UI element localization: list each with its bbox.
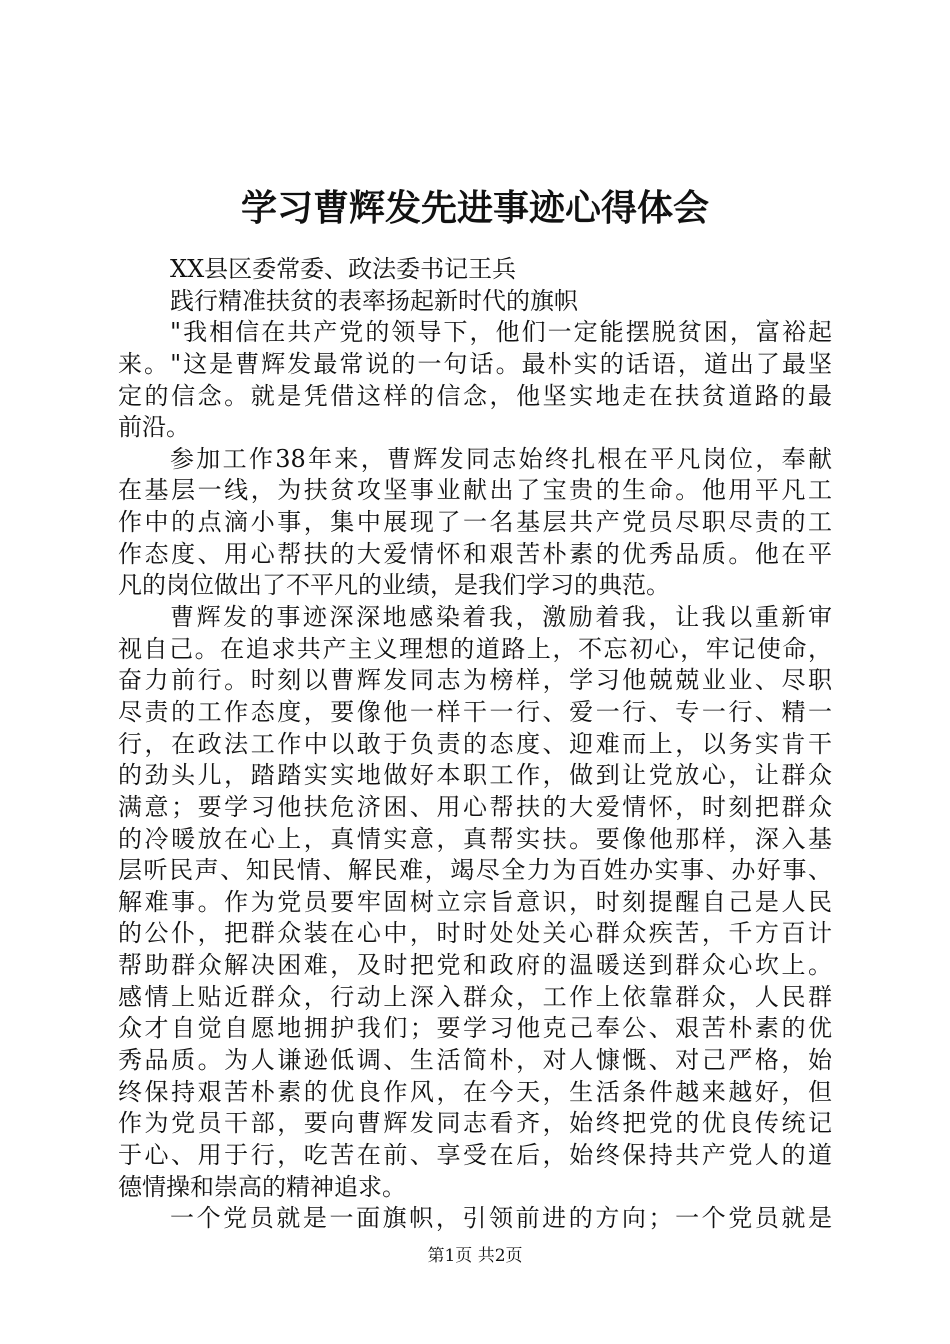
body-line: 终保持艰苦朴素的优良作风，在今天，生活条件越来越好，但	[118, 1077, 832, 1106]
body-line: 的公仆，把群众装在心中，时时处处关心群众疾苦，千方百计	[118, 919, 832, 948]
body-line: 一个党员就是一面旗帜，引领前进的方向；一个党员就是	[170, 1204, 832, 1233]
body-line: 德情操和崇高的精神追求。	[118, 1172, 406, 1201]
body-line: 帮助群众解决困难，及时把党和政府的温暖送到群众心坎上。	[118, 951, 832, 980]
body-line: 奋力前行。时刻以曹辉发同志为榜样，学习他兢兢业业、尽职	[118, 666, 832, 695]
body-line: 尽责的工作态度，要像他一样干一行、爱一行、专一行、精一	[118, 697, 832, 726]
body-line: "我相信在共产党的领导下，他们一定能摆脱贫困，富裕起	[170, 318, 832, 347]
body-line: 定的信念。就是凭借这样的信念，他坚实地走在扶贫道路的最	[118, 381, 832, 410]
body-line: 满意；要学习他扶危济困、用心帮扶的大爱情怀，时刻把群众	[118, 792, 832, 821]
body-line: 在基层一线，为扶贫攻坚事业献出了宝贵的生命。他用平凡工	[118, 476, 832, 505]
body-line: 作态度、用心帮扶的大爱情怀和艰苦朴素的优秀品质。他在平	[118, 539, 832, 568]
body-line: 感情上贴近群众，行动上深入群众，工作上依靠群众，人民群	[118, 982, 832, 1011]
body-line: 践行精准扶贫的表率扬起新时代的旗帜	[170, 286, 578, 315]
body-line: 凡的岗位做出了不平凡的业绩，是我们学习的典范。	[118, 571, 670, 600]
body-line: 的劲头儿，踏踏实实地做好本职工作，做到让党放心，让群众	[118, 761, 832, 790]
body-line: 众才自觉自愿地拥护我们；要学习他克己奉公、艰苦朴素的优	[118, 1014, 832, 1043]
body-line: 作为党员干部，要向曹辉发同志看齐，始终把党的优良传统记	[118, 1109, 832, 1138]
body-line: 层听民声、知民情、解民难，竭尽全力为百姓办实事、办好事、	[118, 856, 832, 885]
body-line: 作中的点滴小事，集中展现了一名基层共产党员尽职尽责的工	[118, 508, 832, 537]
body-line: 于心、用于行，吃苦在前、享受在后，始终保持共产党人的道	[118, 1140, 832, 1169]
page-indicator: 第1页 共2页	[427, 1246, 523, 1266]
body-line: 解难事。作为党员要牢固树立宗旨意识，时刻提醒自己是人民	[118, 887, 832, 916]
body-line: 秀品质。为人谦逊低调、生活简朴，对人慷慨、对己严格，始	[118, 1046, 832, 1075]
body-line: 来。"这是曹辉发最常说的一句话。最朴实的话语，道出了最坚	[118, 349, 832, 378]
document-title: 学习曹辉发先进事迹心得体会	[240, 187, 709, 229]
body-line: 视自己。在追求共产主义理想的道路上，不忘初心，牢记使命，	[118, 634, 832, 663]
body-line: 前沿。	[118, 413, 190, 442]
body-line: XX县区委常委、政法委书记王兵	[170, 255, 517, 283]
body-line: 的冷暖放在心上，真情实意，真帮实扶。要像他那样，深入基	[118, 824, 832, 853]
body-line: 参加工作38年来，曹辉发同志始终扎根在平凡岗位，奉献	[170, 444, 832, 473]
document-body	[118, 254, 832, 1235]
body-line: 曹辉发的事迹深深地感染着我，激励着我，让我以重新审	[170, 603, 832, 632]
body-line: 行，在政法工作中以敢于负责的态度、迎难而上，以务实肯干	[118, 729, 832, 758]
